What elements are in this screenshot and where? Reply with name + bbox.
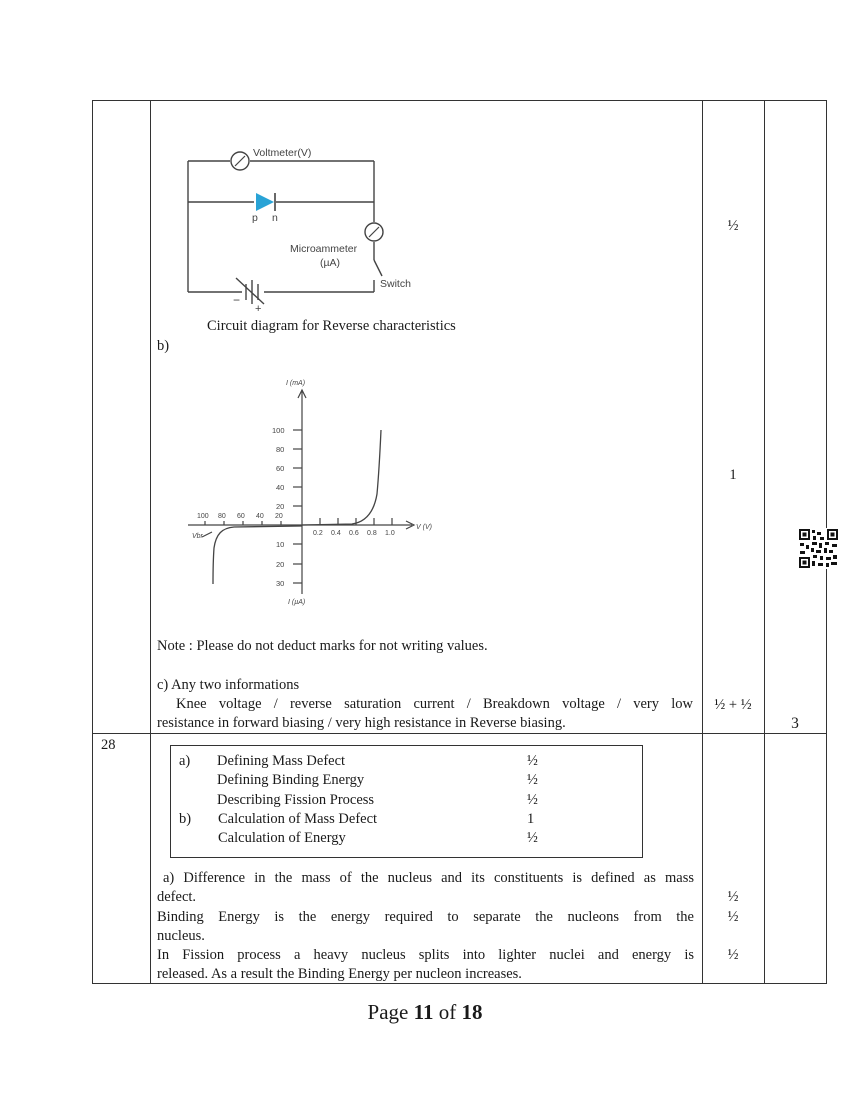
col-divider-qno [150,100,151,983]
battery-plus-sign: + [255,303,262,315]
switch-label: Switch [380,278,411,290]
scheme-marks: ½ [527,830,538,846]
x-tick-label: 100 [197,513,209,520]
answer-binding-energy-line-2: nucleus. [157,928,205,944]
marks-binding-energy: ½ [727,909,739,925]
x-tick-label: 0.2 [313,530,323,537]
microammeter-unit: (µA) [320,257,341,269]
qr-code [798,528,839,569]
answer-fission-line-1: In Fission process a heavy nucleus splits into lighter nuclei and energy is [157,947,694,963]
answer-binding-energy-line-1: Binding Energy is the energy required to separate the nucleons from the [157,909,694,925]
battery-minus-sign: − [233,293,241,307]
y-tick-label: 40 [276,483,285,492]
y-tick-label: 80 [276,445,285,454]
y-tick-label: 100 [272,426,285,435]
page-total: 18 [461,1000,483,1024]
marks-part-c: ½ + ½ [714,697,752,713]
scheme-item: Defining Binding Energy [217,772,365,788]
table-top-border [92,100,827,101]
x-tick-label: 0.4 [331,530,341,537]
question-number: 28 [101,737,116,753]
x-tick-label: 60 [237,513,245,520]
x-tick-label: 40 [256,513,264,520]
page-prefix: Page [367,1000,414,1024]
x-tick-label: 80 [218,513,226,520]
p-label: p [252,212,258,224]
x-axis-label: V (V) [416,524,432,531]
part-c-line-1: Knee voltage / reverse saturation current / Breakdown voltage / very low [176,696,693,712]
reverse-bias-circuit-diagram [180,140,450,315]
breakdown-pointer [202,532,212,537]
scheme-item: Calculation of Mass Defect [218,811,378,827]
part-b-label: b) [157,338,170,354]
answer-mass-defect-line-1: a) Difference in the mass of the nucleus and its constituents is defined as mass [163,870,694,886]
forward-bias-curve [302,430,381,525]
scheme-marks: ½ [527,792,538,808]
voltmeter-label: Voltmeter(V) [253,147,312,159]
y-axis-bottom-label: I (µA) [288,599,306,606]
reverse-bias-curve [213,526,302,584]
scheme-item: Describing Fission Process [217,792,375,808]
col-divider-marks [764,100,765,983]
x-tick-label: 0.6 [349,530,359,537]
answer-fission-line-2: released. As a result the Binding Energy per nucleon increases. [157,966,522,982]
y-tick-label: 30 [276,579,285,588]
x-tick-label: 0.8 [367,530,377,537]
microammeter-label: Microammeter [290,243,358,255]
scheme-item: Defining Mass Defect [217,753,346,769]
scheme-marks: 1 [527,811,535,827]
y-tick-label: 20 [276,560,285,569]
y-axis-top-label: I (mA) [286,380,306,387]
n-label: n [272,212,278,224]
scheme-item: Calculation of Energy [218,830,346,846]
part-c-heading: c) Any two informations [157,677,300,693]
row-divider [92,733,827,734]
diode-vi-characteristic-graph [180,372,450,612]
scheme-marks: ½ [527,753,538,769]
y-tick-label: 10 [276,540,285,549]
switch-lever [374,260,382,276]
y-tick-label: 60 [276,464,285,473]
note-text: Note : Please do not deduct marks for not writing values. [157,638,488,654]
diode-icon [256,193,274,211]
scheme-part: a) [179,753,191,769]
table-bottom-border [92,983,827,984]
rheostat-arrow [236,278,264,304]
marks-fission: ½ [727,947,739,963]
page-footer [0,1000,850,1025]
page-middle: of [433,1000,462,1024]
scheme-part: b) [179,811,192,827]
q27-total-marks: 3 [791,715,799,732]
page-current: 11 [413,1000,434,1024]
breakdown-label: Vbr [192,533,203,540]
marks-circuit: ½ [727,218,739,234]
x-tick-label: 20 [275,513,283,520]
answer-mass-defect-line-2: defect. [157,889,197,905]
marks-mass-defect: ½ [727,889,739,905]
y-tick-label: 20 [276,502,285,511]
scheme-marks: ½ [527,772,538,788]
part-c-line-2: resistance in forward biasing / very high resistance in Reverse biasing. [157,715,566,731]
marks-graph: 1 [729,467,737,483]
circuit-caption: Circuit diagram for Reverse characteristics [207,318,456,334]
x-tick-label: 1.0 [385,530,395,537]
col-divider-left [92,100,93,983]
